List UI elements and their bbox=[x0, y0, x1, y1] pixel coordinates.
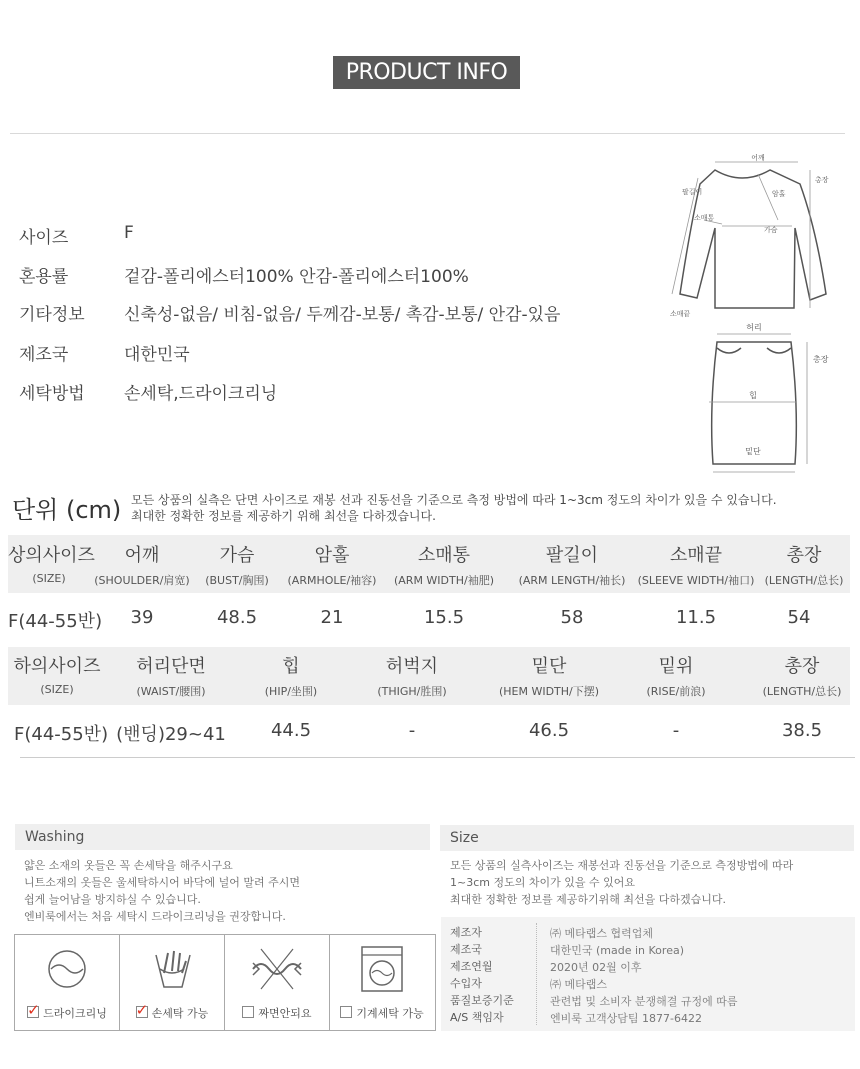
header-ko: 암홀 bbox=[314, 545, 350, 566]
checkbox-checked bbox=[27, 1006, 39, 1018]
washing-text bbox=[24, 857, 424, 925]
header-en: (WAIST/腰围) bbox=[136, 685, 206, 698]
spec-value: 손세탁,드라이크리닝 bbox=[124, 384, 278, 404]
info-value: 관련법 및 소비자 분쟁해결 규정에 따름 bbox=[550, 995, 738, 1008]
table-cell: 58 bbox=[560, 607, 584, 628]
table-header bbox=[116, 652, 226, 699]
checkbox-unchecked bbox=[242, 1006, 254, 1018]
table-header bbox=[92, 541, 192, 588]
header-en: (RISE/前浪) bbox=[646, 685, 706, 698]
header-ko: 총장 bbox=[786, 545, 822, 566]
info-label: A/S 책임자 bbox=[450, 1011, 504, 1024]
care-item-no-wring bbox=[225, 935, 330, 1030]
diagram-label: 팔길이 bbox=[682, 188, 703, 196]
diagram-label: 소매끝 bbox=[670, 310, 691, 318]
no-wring-icon bbox=[247, 943, 307, 993]
spec-label: 사이즈 bbox=[19, 228, 69, 248]
header-en: (HIP/坐围) bbox=[264, 685, 318, 698]
table-header bbox=[12, 652, 102, 696]
table-header bbox=[636, 541, 756, 588]
diagram-label: 힙 bbox=[749, 391, 757, 400]
info-label: 제조자 bbox=[450, 926, 482, 939]
divider bbox=[536, 923, 538, 1025]
header-ko: 총장 bbox=[784, 656, 820, 677]
table-header bbox=[630, 652, 722, 699]
care-item-hand-wash bbox=[120, 935, 225, 1030]
divider bbox=[10, 133, 845, 134]
care-symbols bbox=[14, 934, 436, 1031]
machine-wash-icon bbox=[352, 943, 412, 993]
dry-clean-icon bbox=[37, 943, 97, 993]
table-cell: - bbox=[408, 720, 416, 741]
size-line: 1~3cm 정도의 차이가 있을 수 있어요 bbox=[450, 876, 635, 889]
info-value: ㈜ 메타랩스 협력업체 bbox=[550, 927, 654, 940]
table-header bbox=[283, 541, 381, 588]
header-ko: 소매끝 bbox=[669, 545, 723, 566]
divider bbox=[20, 757, 855, 758]
header-ko: 소매통 bbox=[417, 545, 471, 566]
table-cell: 15.5 bbox=[423, 607, 465, 628]
header-en: (ARMHOLE/袖容) bbox=[287, 574, 377, 587]
info-value: 대한민국 (made in Korea) bbox=[550, 944, 684, 957]
unit-note-line: 최대한 정확한 정보를 제공하기 위해 최선을 다하겠습니다. bbox=[131, 509, 436, 523]
diagram-label: 허리 bbox=[746, 323, 762, 332]
header-en: (BUST/胸围) bbox=[205, 574, 269, 587]
unit-note bbox=[131, 492, 777, 524]
diagram-label: 암홀 bbox=[772, 190, 786, 198]
washing-line: 쉽게 늘어남을 방지하실 수 있습니다. bbox=[24, 893, 201, 906]
spec-value: 대한민국 bbox=[124, 345, 190, 365]
info-label: 품질보증기준 bbox=[450, 994, 514, 1007]
table-header bbox=[762, 541, 846, 588]
washing-line: 얇은 소재의 옷들은 꼭 손세탁을 해주시구요 bbox=[24, 859, 233, 872]
spec-label: 기타정보 bbox=[19, 305, 85, 325]
table-cell: 48.5 bbox=[216, 607, 258, 628]
table-cell: - bbox=[672, 720, 680, 741]
header-en: (SLEEVE WIDTH/袖口) bbox=[637, 574, 755, 587]
unit-title: 단위 (cm) bbox=[12, 496, 122, 524]
hand-wash-icon bbox=[142, 943, 202, 993]
size-title: Size bbox=[440, 825, 854, 851]
table-cell: 54 bbox=[787, 607, 811, 628]
table-cell: F(44-55반) bbox=[8, 611, 103, 632]
header-ko: 밑위 bbox=[658, 656, 694, 677]
diagram-label: 총장 bbox=[813, 355, 829, 364]
care-item-dry-clean bbox=[15, 935, 120, 1030]
table-header bbox=[246, 652, 336, 699]
info-value: 2020년 02월 이후 bbox=[550, 961, 642, 974]
diagram-label: 총장 bbox=[815, 176, 829, 184]
table-cell: 21 bbox=[320, 607, 344, 628]
info-label: 제조국 bbox=[450, 943, 482, 956]
manufacturer-info bbox=[441, 917, 855, 1031]
spec-value: 신축성-없음/ 비침-없음/ 두께감-보통/ 촉감-보통/ 안감-있음 bbox=[124, 305, 561, 325]
table-header bbox=[490, 652, 608, 699]
top-garment-diagram bbox=[660, 148, 840, 323]
header-en: (ARM WIDTH/袖肥) bbox=[393, 574, 495, 587]
care-label: 드라이크리닝 bbox=[43, 1007, 107, 1020]
table-cell: 11.5 bbox=[675, 607, 717, 628]
table-header bbox=[362, 652, 462, 699]
header-ko: 가슴 bbox=[219, 545, 255, 566]
care-label: 기계세탁 가능 bbox=[356, 1007, 424, 1020]
care-label: 짜면안되요 bbox=[258, 1007, 312, 1020]
washing-line: 엔비룩에서는 처음 세탁시 드라이크리닝을 권장합니다. bbox=[24, 910, 286, 923]
table-header bbox=[756, 652, 848, 699]
skirt-outline bbox=[712, 342, 797, 464]
table-header bbox=[512, 541, 632, 588]
header-en: (SIZE) bbox=[32, 572, 66, 585]
header-ko: 팔길이 bbox=[545, 545, 599, 566]
spec-value: F bbox=[124, 223, 134, 243]
care-label: 손세탁 가능 bbox=[151, 1007, 209, 1020]
care-item-machine-wash bbox=[330, 935, 434, 1030]
skirt-diagram bbox=[695, 318, 835, 478]
header-en: (SIZE) bbox=[40, 683, 74, 696]
table-cell: 38.5 bbox=[781, 720, 823, 741]
header-ko: 밑단 bbox=[531, 656, 567, 677]
spec-label: 세탁방법 bbox=[19, 384, 85, 404]
header-en: (SHOULDER/肩宽) bbox=[94, 574, 190, 587]
info-label: 제조연월 bbox=[450, 960, 493, 973]
page-title: PRODUCT INFO bbox=[333, 56, 520, 89]
table-header bbox=[390, 541, 498, 588]
unit-note-line: 모든 상품의 실측은 단면 사이즈로 재봉 선과 진동선을 기준으로 측정 방법에 따라 1~3cm 정도의 차이가 있을 수 있습니다. bbox=[131, 493, 777, 507]
header-ko: 어깨 bbox=[124, 545, 160, 566]
table-cell: 44.5 bbox=[270, 720, 312, 741]
table-cell: F(44-55반) bbox=[14, 724, 109, 745]
diagram-label: 가슴 bbox=[764, 226, 778, 234]
size-line: 모든 상품의 실측사이즈는 재봉선과 진동선을 기준으로 측정방법에 따라 bbox=[450, 859, 794, 872]
info-label: 수입자 bbox=[450, 977, 482, 990]
checkbox-unchecked bbox=[340, 1006, 352, 1018]
checkbox-checked bbox=[136, 1006, 148, 1018]
header-ko: 하의사이즈 bbox=[13, 656, 101, 677]
washing-line: 니트소재의 옷들은 울세탁하시어 바닥에 널어 말려 주시면 bbox=[24, 876, 301, 889]
size-text bbox=[450, 857, 850, 908]
table-header bbox=[200, 541, 274, 588]
diagram-label: 소매통 bbox=[694, 214, 715, 222]
info-value: ㈜ 메타랩스 bbox=[550, 978, 608, 991]
spec-label: 혼용률 bbox=[19, 267, 69, 287]
washing-title: Washing bbox=[15, 824, 430, 850]
table-cell: 46.5 bbox=[528, 720, 570, 741]
table-cell: 39 bbox=[130, 607, 154, 628]
table-header bbox=[8, 541, 95, 585]
size-line: 최대한 정확한 정보를 제공하기위해 최선을 다하겠습니다. bbox=[450, 893, 727, 906]
table-cell: (밴딩)29~41 bbox=[116, 724, 226, 745]
header-ko: 허벅지 bbox=[385, 656, 439, 677]
diagram-label: 어깨 bbox=[751, 154, 765, 162]
header-en: (HEM WIDTH/下摆) bbox=[498, 685, 600, 698]
header-ko: 힙 bbox=[282, 656, 300, 677]
info-value: 엔비룩 고객상담팀 1877-6422 bbox=[550, 1012, 702, 1025]
header-en: (ARM LENGTH/袖长) bbox=[518, 574, 626, 587]
header-ko: 허리단면 bbox=[136, 656, 206, 677]
header-en: (THIGH/胜围) bbox=[377, 685, 447, 698]
header-ko: 상의사이즈 bbox=[8, 545, 95, 566]
header-en: (LENGTH/总长) bbox=[764, 574, 844, 587]
spec-value: 겉감-폴리에스터100% 안감-폴리에스터100% bbox=[124, 267, 469, 287]
spec-label: 제조국 bbox=[19, 345, 69, 365]
header-en: (LENGTH/总长) bbox=[762, 685, 842, 698]
diagram-label: 밑단 bbox=[745, 447, 761, 456]
